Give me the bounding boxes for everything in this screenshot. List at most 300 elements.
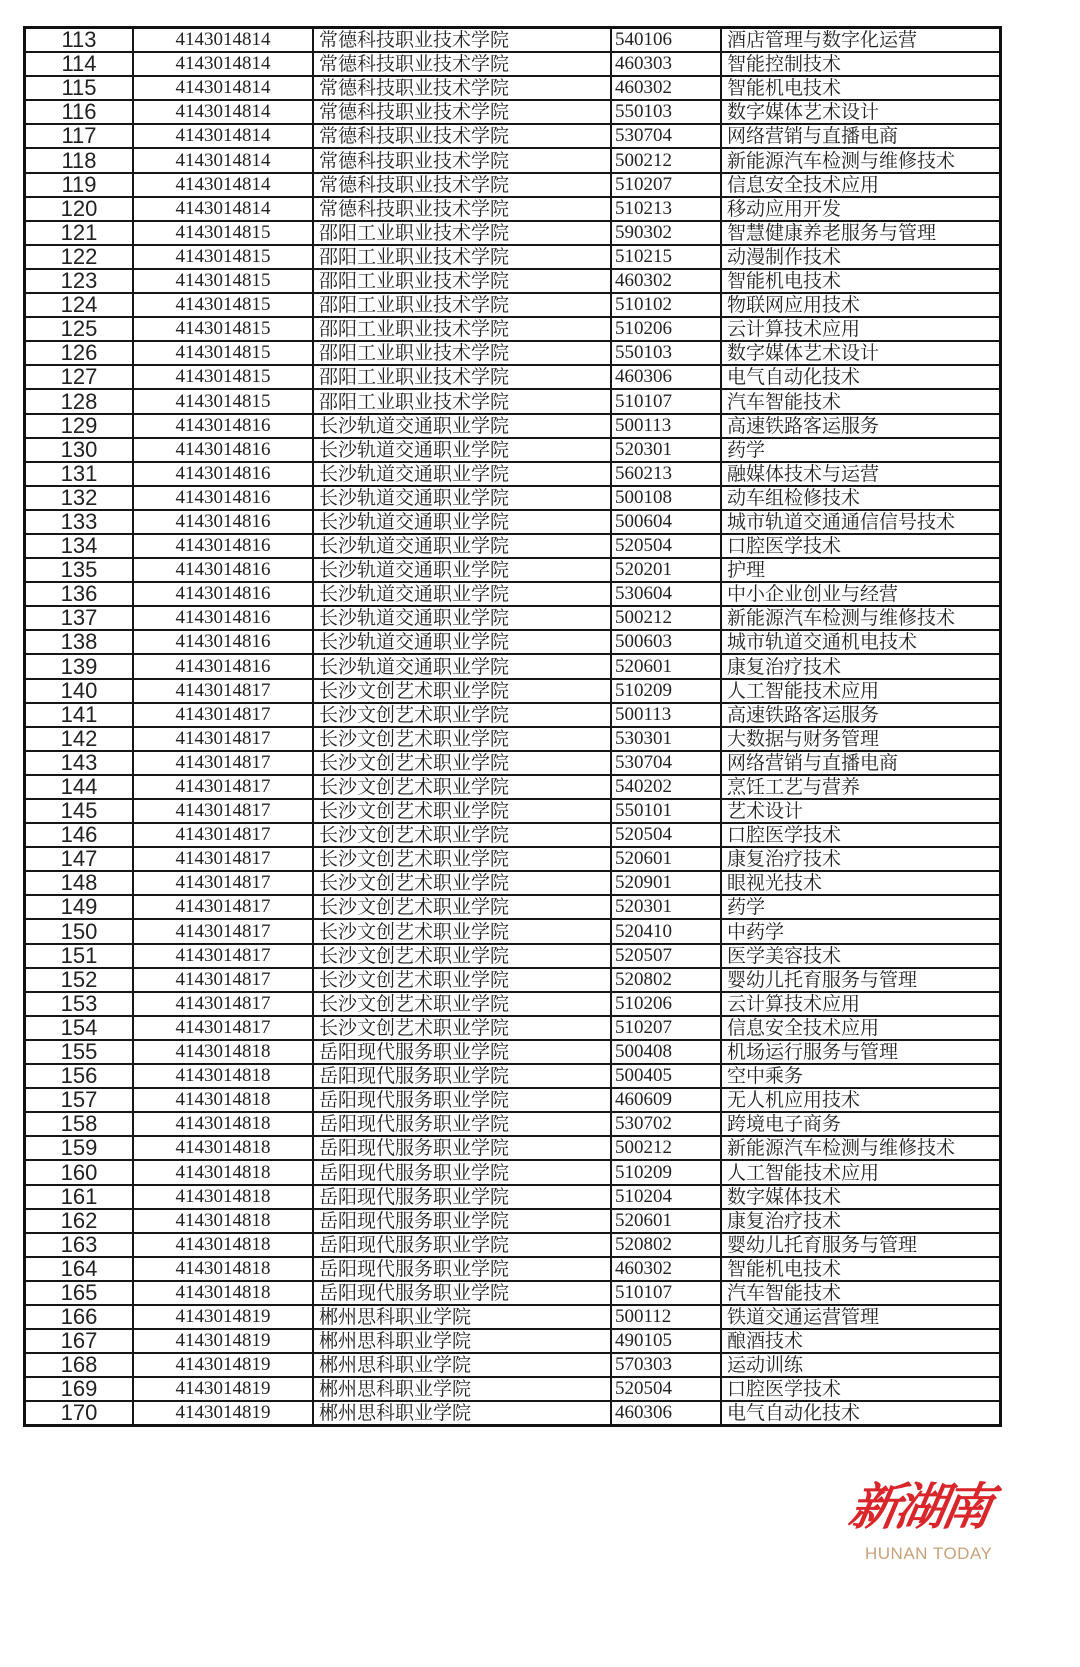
school-code-cell: 4143014815 bbox=[133, 317, 313, 341]
school-code-cell: 4143014818 bbox=[133, 1233, 313, 1257]
school-name-cell: 岳阳现代服务职业学院 bbox=[313, 1040, 611, 1064]
major-name-cell: 护理 bbox=[721, 558, 1001, 582]
school-name-cell: 长沙文创艺术职业学院 bbox=[313, 992, 611, 1016]
major-name-cell: 新能源汽车检测与维修技术 bbox=[721, 606, 1001, 630]
school-name-cell: 长沙轨道交通职业学院 bbox=[313, 534, 611, 558]
table-row bbox=[25, 1257, 1001, 1281]
table-row bbox=[25, 1064, 1001, 1088]
school-name-cell: 长沙文创艺术职业学院 bbox=[313, 968, 611, 992]
major-name-cell: 数字媒体艺术设计 bbox=[721, 100, 1001, 124]
school-code-cell: 4143014817 bbox=[133, 799, 313, 823]
row-number-cell: 127 bbox=[25, 365, 134, 389]
table-row bbox=[25, 1281, 1001, 1305]
row-number-cell: 134 bbox=[25, 534, 134, 558]
major-code-cell: 520802 bbox=[611, 968, 721, 992]
school-code-cell: 4143014814 bbox=[133, 100, 313, 124]
school-code-cell: 4143014816 bbox=[133, 510, 313, 534]
table-row bbox=[25, 968, 1001, 992]
school-code-cell: 4143014817 bbox=[133, 919, 313, 943]
table-row bbox=[25, 919, 1001, 943]
school-code-cell: 4143014815 bbox=[133, 341, 313, 365]
school-code-cell: 4143014816 bbox=[133, 534, 313, 558]
major-name-cell: 婴幼儿托育服务与管理 bbox=[721, 1233, 1001, 1257]
school-name-cell: 长沙文创艺术职业学院 bbox=[313, 727, 611, 751]
school-code-cell: 4143014819 bbox=[133, 1329, 313, 1353]
row-number-cell: 162 bbox=[25, 1209, 134, 1233]
row-number-cell: 116 bbox=[25, 100, 134, 124]
major-name-cell: 高速铁路客运服务 bbox=[721, 703, 1001, 727]
table-row bbox=[25, 486, 1001, 510]
major-code-cell: 460609 bbox=[611, 1088, 721, 1112]
major-name-cell: 烹饪工艺与营养 bbox=[721, 775, 1001, 799]
major-name-cell: 网络营销与直播电商 bbox=[721, 124, 1001, 148]
table-row bbox=[25, 76, 1001, 100]
table-body bbox=[25, 28, 1001, 1426]
row-number-cell: 169 bbox=[25, 1377, 134, 1401]
row-number-cell: 122 bbox=[25, 245, 134, 269]
major-code-cell: 550103 bbox=[611, 100, 721, 124]
table-row bbox=[25, 534, 1001, 558]
table-row bbox=[25, 269, 1001, 293]
row-number-cell: 118 bbox=[25, 148, 134, 172]
major-name-cell: 中小企业创业与经营 bbox=[721, 582, 1001, 606]
row-number-cell: 157 bbox=[25, 1088, 134, 1112]
school-code-cell: 4143014817 bbox=[133, 992, 313, 1016]
school-code-cell: 4143014816 bbox=[133, 630, 313, 654]
row-number-cell: 123 bbox=[25, 269, 134, 293]
table-row bbox=[25, 365, 1001, 389]
major-code-cell: 530604 bbox=[611, 582, 721, 606]
major-name-cell: 空中乘务 bbox=[721, 1064, 1001, 1088]
row-number-cell: 159 bbox=[25, 1136, 134, 1160]
row-number-cell: 121 bbox=[25, 221, 134, 245]
school-name-cell: 长沙轨道交通职业学院 bbox=[313, 630, 611, 654]
major-name-cell: 动漫制作技术 bbox=[721, 245, 1001, 269]
school-name-cell: 邵阳工业职业技术学院 bbox=[313, 365, 611, 389]
major-name-cell: 艺术设计 bbox=[721, 799, 1001, 823]
row-number-cell: 120 bbox=[25, 197, 134, 221]
table-row bbox=[25, 847, 1001, 871]
school-code-cell: 4143014816 bbox=[133, 558, 313, 582]
major-name-cell: 运动训练 bbox=[721, 1353, 1001, 1377]
table-row bbox=[25, 703, 1001, 727]
major-name-cell: 药学 bbox=[721, 438, 1001, 462]
row-number-cell: 140 bbox=[25, 679, 134, 703]
school-code-cell: 4143014819 bbox=[133, 1353, 313, 1377]
school-code-cell: 4143014817 bbox=[133, 968, 313, 992]
school-name-cell: 邵阳工业职业技术学院 bbox=[313, 389, 611, 413]
major-name-cell: 智能机电技术 bbox=[721, 269, 1001, 293]
major-code-cell: 490105 bbox=[611, 1329, 721, 1353]
major-name-cell: 云计算技术应用 bbox=[721, 992, 1001, 1016]
school-name-cell: 长沙轨道交通职业学院 bbox=[313, 486, 611, 510]
table-row bbox=[25, 1016, 1001, 1040]
school-name-cell: 郴州思科职业学院 bbox=[313, 1353, 611, 1377]
major-code-cell: 520301 bbox=[611, 895, 721, 919]
school-code-cell: 4143014817 bbox=[133, 775, 313, 799]
school-code-cell: 4143014815 bbox=[133, 293, 313, 317]
row-number-cell: 153 bbox=[25, 992, 134, 1016]
school-name-cell: 长沙文创艺术职业学院 bbox=[313, 703, 611, 727]
major-code-cell: 500108 bbox=[611, 486, 721, 510]
row-number-cell: 170 bbox=[25, 1401, 134, 1426]
major-code-cell: 520201 bbox=[611, 558, 721, 582]
table-row bbox=[25, 1401, 1001, 1426]
school-code-cell: 4143014815 bbox=[133, 221, 313, 245]
row-number-cell: 126 bbox=[25, 341, 134, 365]
major-name-cell: 康复治疗技术 bbox=[721, 654, 1001, 678]
school-code-cell: 4143014818 bbox=[133, 1281, 313, 1305]
school-name-cell: 常德科技职业技术学院 bbox=[313, 124, 611, 148]
major-code-cell: 510107 bbox=[611, 389, 721, 413]
school-name-cell: 岳阳现代服务职业学院 bbox=[313, 1257, 611, 1281]
school-name-cell: 邵阳工业职业技术学院 bbox=[313, 221, 611, 245]
school-code-cell: 4143014814 bbox=[133, 28, 313, 53]
major-name-cell: 酒店管理与数字化运营 bbox=[721, 28, 1001, 53]
table-row bbox=[25, 1040, 1001, 1064]
school-code-cell: 4143014815 bbox=[133, 389, 313, 413]
school-name-cell: 长沙文创艺术职业学院 bbox=[313, 871, 611, 895]
row-number-cell: 129 bbox=[25, 414, 134, 438]
school-code-cell: 4143014815 bbox=[133, 365, 313, 389]
school-name-cell: 长沙文创艺术职业学院 bbox=[313, 799, 611, 823]
hunan-today-watermark bbox=[844, 1472, 1010, 1662]
major-code-cell: 510209 bbox=[611, 679, 721, 703]
major-code-cell: 500113 bbox=[611, 703, 721, 727]
table-row bbox=[25, 389, 1001, 413]
school-code-cell: 4143014818 bbox=[133, 1257, 313, 1281]
major-code-cell: 530702 bbox=[611, 1112, 721, 1136]
row-number-cell: 143 bbox=[25, 751, 134, 775]
major-code-cell: 460306 bbox=[611, 1401, 721, 1426]
table-row bbox=[25, 414, 1001, 438]
school-name-cell: 长沙轨道交通职业学院 bbox=[313, 558, 611, 582]
school-name-cell: 长沙轨道交通职业学院 bbox=[313, 510, 611, 534]
table-row bbox=[25, 679, 1001, 703]
school-code-cell: 4143014816 bbox=[133, 582, 313, 606]
table-row bbox=[25, 124, 1001, 148]
row-number-cell: 148 bbox=[25, 871, 134, 895]
school-code-cell: 4143014817 bbox=[133, 895, 313, 919]
row-number-cell: 139 bbox=[25, 654, 134, 678]
major-name-cell: 汽车智能技术 bbox=[721, 1281, 1001, 1305]
major-name-cell: 铁道交通运营管理 bbox=[721, 1305, 1001, 1329]
major-code-cell: 510207 bbox=[611, 1016, 721, 1040]
major-name-cell: 酿酒技术 bbox=[721, 1329, 1001, 1353]
school-code-cell: 4143014818 bbox=[133, 1209, 313, 1233]
major-code-cell: 500212 bbox=[611, 606, 721, 630]
row-number-cell: 145 bbox=[25, 799, 134, 823]
row-number-cell: 114 bbox=[25, 52, 134, 76]
major-name-cell: 数字媒体艺术设计 bbox=[721, 341, 1001, 365]
major-code-cell: 460306 bbox=[611, 365, 721, 389]
table-row bbox=[25, 1233, 1001, 1257]
major-code-cell: 560213 bbox=[611, 462, 721, 486]
school-name-cell: 郴州思科职业学院 bbox=[313, 1401, 611, 1426]
major-code-cell: 500603 bbox=[611, 630, 721, 654]
major-code-cell: 590302 bbox=[611, 221, 721, 245]
major-code-cell: 500408 bbox=[611, 1040, 721, 1064]
major-name-cell: 新能源汽车检测与维修技术 bbox=[721, 148, 1001, 172]
school-name-cell: 长沙文创艺术职业学院 bbox=[313, 679, 611, 703]
major-name-cell: 汽车智能技术 bbox=[721, 389, 1001, 413]
table-row bbox=[25, 775, 1001, 799]
major-code-cell: 520507 bbox=[611, 944, 721, 968]
major-name-cell: 城市轨道交通通信信号技术 bbox=[721, 510, 1001, 534]
school-name-cell: 岳阳现代服务职业学院 bbox=[313, 1281, 611, 1305]
major-code-cell: 520504 bbox=[611, 823, 721, 847]
school-name-cell: 长沙文创艺术职业学院 bbox=[313, 919, 611, 943]
row-number-cell: 150 bbox=[25, 919, 134, 943]
row-number-cell: 158 bbox=[25, 1112, 134, 1136]
major-name-cell: 智慧健康养老服务与管理 bbox=[721, 221, 1001, 245]
school-code-cell: 4143014818 bbox=[133, 1040, 313, 1064]
major-code-cell: 520504 bbox=[611, 534, 721, 558]
school-name-cell: 长沙轨道交通职业学院 bbox=[313, 414, 611, 438]
major-code-cell: 460302 bbox=[611, 269, 721, 293]
major-name-cell: 智能机电技术 bbox=[721, 76, 1001, 100]
table-row bbox=[25, 1185, 1001, 1209]
row-number-cell: 135 bbox=[25, 558, 134, 582]
school-code-cell: 4143014817 bbox=[133, 727, 313, 751]
major-code-cell: 540106 bbox=[611, 28, 721, 53]
school-code-cell: 4143014817 bbox=[133, 703, 313, 727]
school-code-cell: 4143014814 bbox=[133, 197, 313, 221]
row-number-cell: 119 bbox=[25, 173, 134, 197]
major-code-cell: 530704 bbox=[611, 124, 721, 148]
table-row bbox=[25, 197, 1001, 221]
table-row bbox=[25, 895, 1001, 919]
major-name-cell: 电气自动化技术 bbox=[721, 365, 1001, 389]
table-row bbox=[25, 1088, 1001, 1112]
watermark-tagline: HUNAN TODAY bbox=[865, 1544, 993, 1563]
major-name-cell: 口腔医学技术 bbox=[721, 534, 1001, 558]
row-number-cell: 166 bbox=[25, 1305, 134, 1329]
table-row bbox=[25, 823, 1001, 847]
school-name-cell: 常德科技职业技术学院 bbox=[313, 100, 611, 124]
school-name-cell: 常德科技职业技术学院 bbox=[313, 52, 611, 76]
school-name-cell: 长沙文创艺术职业学院 bbox=[313, 895, 611, 919]
major-name-cell: 物联网应用技术 bbox=[721, 293, 1001, 317]
row-number-cell: 137 bbox=[25, 606, 134, 630]
major-code-cell: 550101 bbox=[611, 799, 721, 823]
major-code-cell: 500604 bbox=[611, 510, 721, 534]
row-number-cell: 156 bbox=[25, 1064, 134, 1088]
school-name-cell: 常德科技职业技术学院 bbox=[313, 173, 611, 197]
school-name-cell: 常德科技职业技术学院 bbox=[313, 28, 611, 53]
major-name-cell: 大数据与财务管理 bbox=[721, 727, 1001, 751]
row-number-cell: 161 bbox=[25, 1185, 134, 1209]
major-name-cell: 移动应用开发 bbox=[721, 197, 1001, 221]
row-number-cell: 165 bbox=[25, 1281, 134, 1305]
row-number-cell: 149 bbox=[25, 895, 134, 919]
major-code-cell: 460302 bbox=[611, 1257, 721, 1281]
major-code-cell: 500112 bbox=[611, 1305, 721, 1329]
school-code-cell: 4143014818 bbox=[133, 1136, 313, 1160]
major-code-cell: 510107 bbox=[611, 1281, 721, 1305]
major-code-cell: 530301 bbox=[611, 727, 721, 751]
school-name-cell: 岳阳现代服务职业学院 bbox=[313, 1088, 611, 1112]
school-code-cell: 4143014818 bbox=[133, 1160, 313, 1184]
school-code-cell: 4143014816 bbox=[133, 438, 313, 462]
major-code-cell: 520901 bbox=[611, 871, 721, 895]
school-name-cell: 岳阳现代服务职业学院 bbox=[313, 1160, 611, 1184]
major-code-cell: 520601 bbox=[611, 654, 721, 678]
school-code-cell: 4143014815 bbox=[133, 269, 313, 293]
school-name-cell: 岳阳现代服务职业学院 bbox=[313, 1136, 611, 1160]
school-code-cell: 4143014818 bbox=[133, 1088, 313, 1112]
school-code-cell: 4143014818 bbox=[133, 1112, 313, 1136]
school-name-cell: 长沙轨道交通职业学院 bbox=[313, 462, 611, 486]
table-row bbox=[25, 245, 1001, 269]
major-name-cell: 高速铁路客运服务 bbox=[721, 414, 1001, 438]
table-row bbox=[25, 221, 1001, 245]
table-row bbox=[25, 1329, 1001, 1353]
major-name-cell: 新能源汽车检测与维修技术 bbox=[721, 1136, 1001, 1160]
major-name-cell: 康复治疗技术 bbox=[721, 1209, 1001, 1233]
major-name-cell: 无人机应用技术 bbox=[721, 1088, 1001, 1112]
major-code-cell: 510102 bbox=[611, 293, 721, 317]
row-number-cell: 115 bbox=[25, 76, 134, 100]
school-code-cell: 4143014814 bbox=[133, 124, 313, 148]
major-code-cell: 510204 bbox=[611, 1185, 721, 1209]
major-code-cell: 520410 bbox=[611, 919, 721, 943]
school-name-cell: 岳阳现代服务职业学院 bbox=[313, 1064, 611, 1088]
row-number-cell: 164 bbox=[25, 1257, 134, 1281]
table-row bbox=[25, 944, 1001, 968]
major-code-cell: 520601 bbox=[611, 1209, 721, 1233]
major-code-cell: 510213 bbox=[611, 197, 721, 221]
major-name-cell: 婴幼儿托育服务与管理 bbox=[721, 968, 1001, 992]
school-code-cell: 4143014818 bbox=[133, 1064, 313, 1088]
school-name-cell: 邵阳工业职业技术学院 bbox=[313, 317, 611, 341]
major-code-cell: 530704 bbox=[611, 751, 721, 775]
table-row bbox=[25, 293, 1001, 317]
major-name-cell: 眼视光技术 bbox=[721, 871, 1001, 895]
major-name-cell: 云计算技术应用 bbox=[721, 317, 1001, 341]
row-number-cell: 133 bbox=[25, 510, 134, 534]
school-code-cell: 4143014814 bbox=[133, 76, 313, 100]
table-row bbox=[25, 1136, 1001, 1160]
majors-table bbox=[23, 26, 1002, 1427]
school-name-cell: 长沙文创艺术职业学院 bbox=[313, 751, 611, 775]
major-code-cell: 510209 bbox=[611, 1160, 721, 1184]
major-name-cell: 电气自动化技术 bbox=[721, 1401, 1001, 1426]
school-code-cell: 4143014814 bbox=[133, 173, 313, 197]
table-row bbox=[25, 341, 1001, 365]
table-row bbox=[25, 148, 1001, 172]
major-name-cell: 城市轨道交通机电技术 bbox=[721, 630, 1001, 654]
table-row bbox=[25, 799, 1001, 823]
school-name-cell: 长沙文创艺术职业学院 bbox=[313, 944, 611, 968]
school-name-cell: 岳阳现代服务职业学院 bbox=[313, 1185, 611, 1209]
table-row bbox=[25, 871, 1001, 895]
table-row bbox=[25, 582, 1001, 606]
major-name-cell: 动车组检修技术 bbox=[721, 486, 1001, 510]
table-row bbox=[25, 462, 1001, 486]
school-code-cell: 4143014816 bbox=[133, 606, 313, 630]
table-row bbox=[25, 630, 1001, 654]
major-name-cell: 医学美容技术 bbox=[721, 944, 1001, 968]
school-name-cell: 长沙文创艺术职业学院 bbox=[313, 823, 611, 847]
row-number-cell: 155 bbox=[25, 1040, 134, 1064]
major-name-cell: 口腔医学技术 bbox=[721, 823, 1001, 847]
major-name-cell: 智能机电技术 bbox=[721, 1257, 1001, 1281]
table-row bbox=[25, 1160, 1001, 1184]
school-code-cell: 4143014816 bbox=[133, 486, 313, 510]
row-number-cell: 144 bbox=[25, 775, 134, 799]
school-code-cell: 4143014819 bbox=[133, 1305, 313, 1329]
school-code-cell: 4143014816 bbox=[133, 414, 313, 438]
table-row bbox=[25, 727, 1001, 751]
school-code-cell: 4143014817 bbox=[133, 944, 313, 968]
table-row bbox=[25, 751, 1001, 775]
table-row bbox=[25, 438, 1001, 462]
major-code-cell: 510206 bbox=[611, 992, 721, 1016]
major-name-cell: 智能控制技术 bbox=[721, 52, 1001, 76]
school-code-cell: 4143014816 bbox=[133, 654, 313, 678]
table-row bbox=[25, 100, 1001, 124]
row-number-cell: 163 bbox=[25, 1233, 134, 1257]
table-row bbox=[25, 1305, 1001, 1329]
school-name-cell: 长沙文创艺术职业学院 bbox=[313, 847, 611, 871]
watermark-logo-text: 新湖南 bbox=[844, 1477, 994, 1536]
school-code-cell: 4143014816 bbox=[133, 462, 313, 486]
major-code-cell: 520802 bbox=[611, 1233, 721, 1257]
major-name-cell: 数字媒体技术 bbox=[721, 1185, 1001, 1209]
school-code-cell: 4143014817 bbox=[133, 679, 313, 703]
major-name-cell: 口腔医学技术 bbox=[721, 1377, 1001, 1401]
major-code-cell: 520601 bbox=[611, 847, 721, 871]
major-name-cell: 人工智能技术应用 bbox=[721, 1160, 1001, 1184]
row-number-cell: 147 bbox=[25, 847, 134, 871]
row-number-cell: 138 bbox=[25, 630, 134, 654]
school-name-cell: 常德科技职业技术学院 bbox=[313, 148, 611, 172]
major-name-cell: 机场运行服务与管理 bbox=[721, 1040, 1001, 1064]
row-number-cell: 124 bbox=[25, 293, 134, 317]
school-name-cell: 邵阳工业职业技术学院 bbox=[313, 245, 611, 269]
school-name-cell: 长沙轨道交通职业学院 bbox=[313, 582, 611, 606]
major-name-cell: 信息安全技术应用 bbox=[721, 1016, 1001, 1040]
school-code-cell: 4143014817 bbox=[133, 751, 313, 775]
major-code-cell: 520301 bbox=[611, 438, 721, 462]
table-row bbox=[25, 992, 1001, 1016]
table-row bbox=[25, 1353, 1001, 1377]
row-number-cell: 128 bbox=[25, 389, 134, 413]
school-code-cell: 4143014814 bbox=[133, 52, 313, 76]
row-number-cell: 160 bbox=[25, 1160, 134, 1184]
row-number-cell: 136 bbox=[25, 582, 134, 606]
major-code-cell: 510206 bbox=[611, 317, 721, 341]
major-name-cell: 网络营销与直播电商 bbox=[721, 751, 1001, 775]
row-number-cell: 152 bbox=[25, 968, 134, 992]
major-code-cell: 570303 bbox=[611, 1353, 721, 1377]
row-number-cell: 141 bbox=[25, 703, 134, 727]
school-name-cell: 邵阳工业职业技术学院 bbox=[313, 341, 611, 365]
table-row bbox=[25, 1112, 1001, 1136]
table-row bbox=[25, 317, 1001, 341]
row-number-cell: 154 bbox=[25, 1016, 134, 1040]
school-name-cell: 常德科技职业技术学院 bbox=[313, 76, 611, 100]
school-name-cell: 长沙轨道交通职业学院 bbox=[313, 654, 611, 678]
table-row bbox=[25, 558, 1001, 582]
school-name-cell: 邵阳工业职业技术学院 bbox=[313, 269, 611, 293]
school-code-cell: 4143014817 bbox=[133, 871, 313, 895]
school-name-cell: 岳阳现代服务职业学院 bbox=[313, 1233, 611, 1257]
major-name-cell: 康复治疗技术 bbox=[721, 847, 1001, 871]
row-number-cell: 125 bbox=[25, 317, 134, 341]
major-name-cell: 跨境电子商务 bbox=[721, 1112, 1001, 1136]
